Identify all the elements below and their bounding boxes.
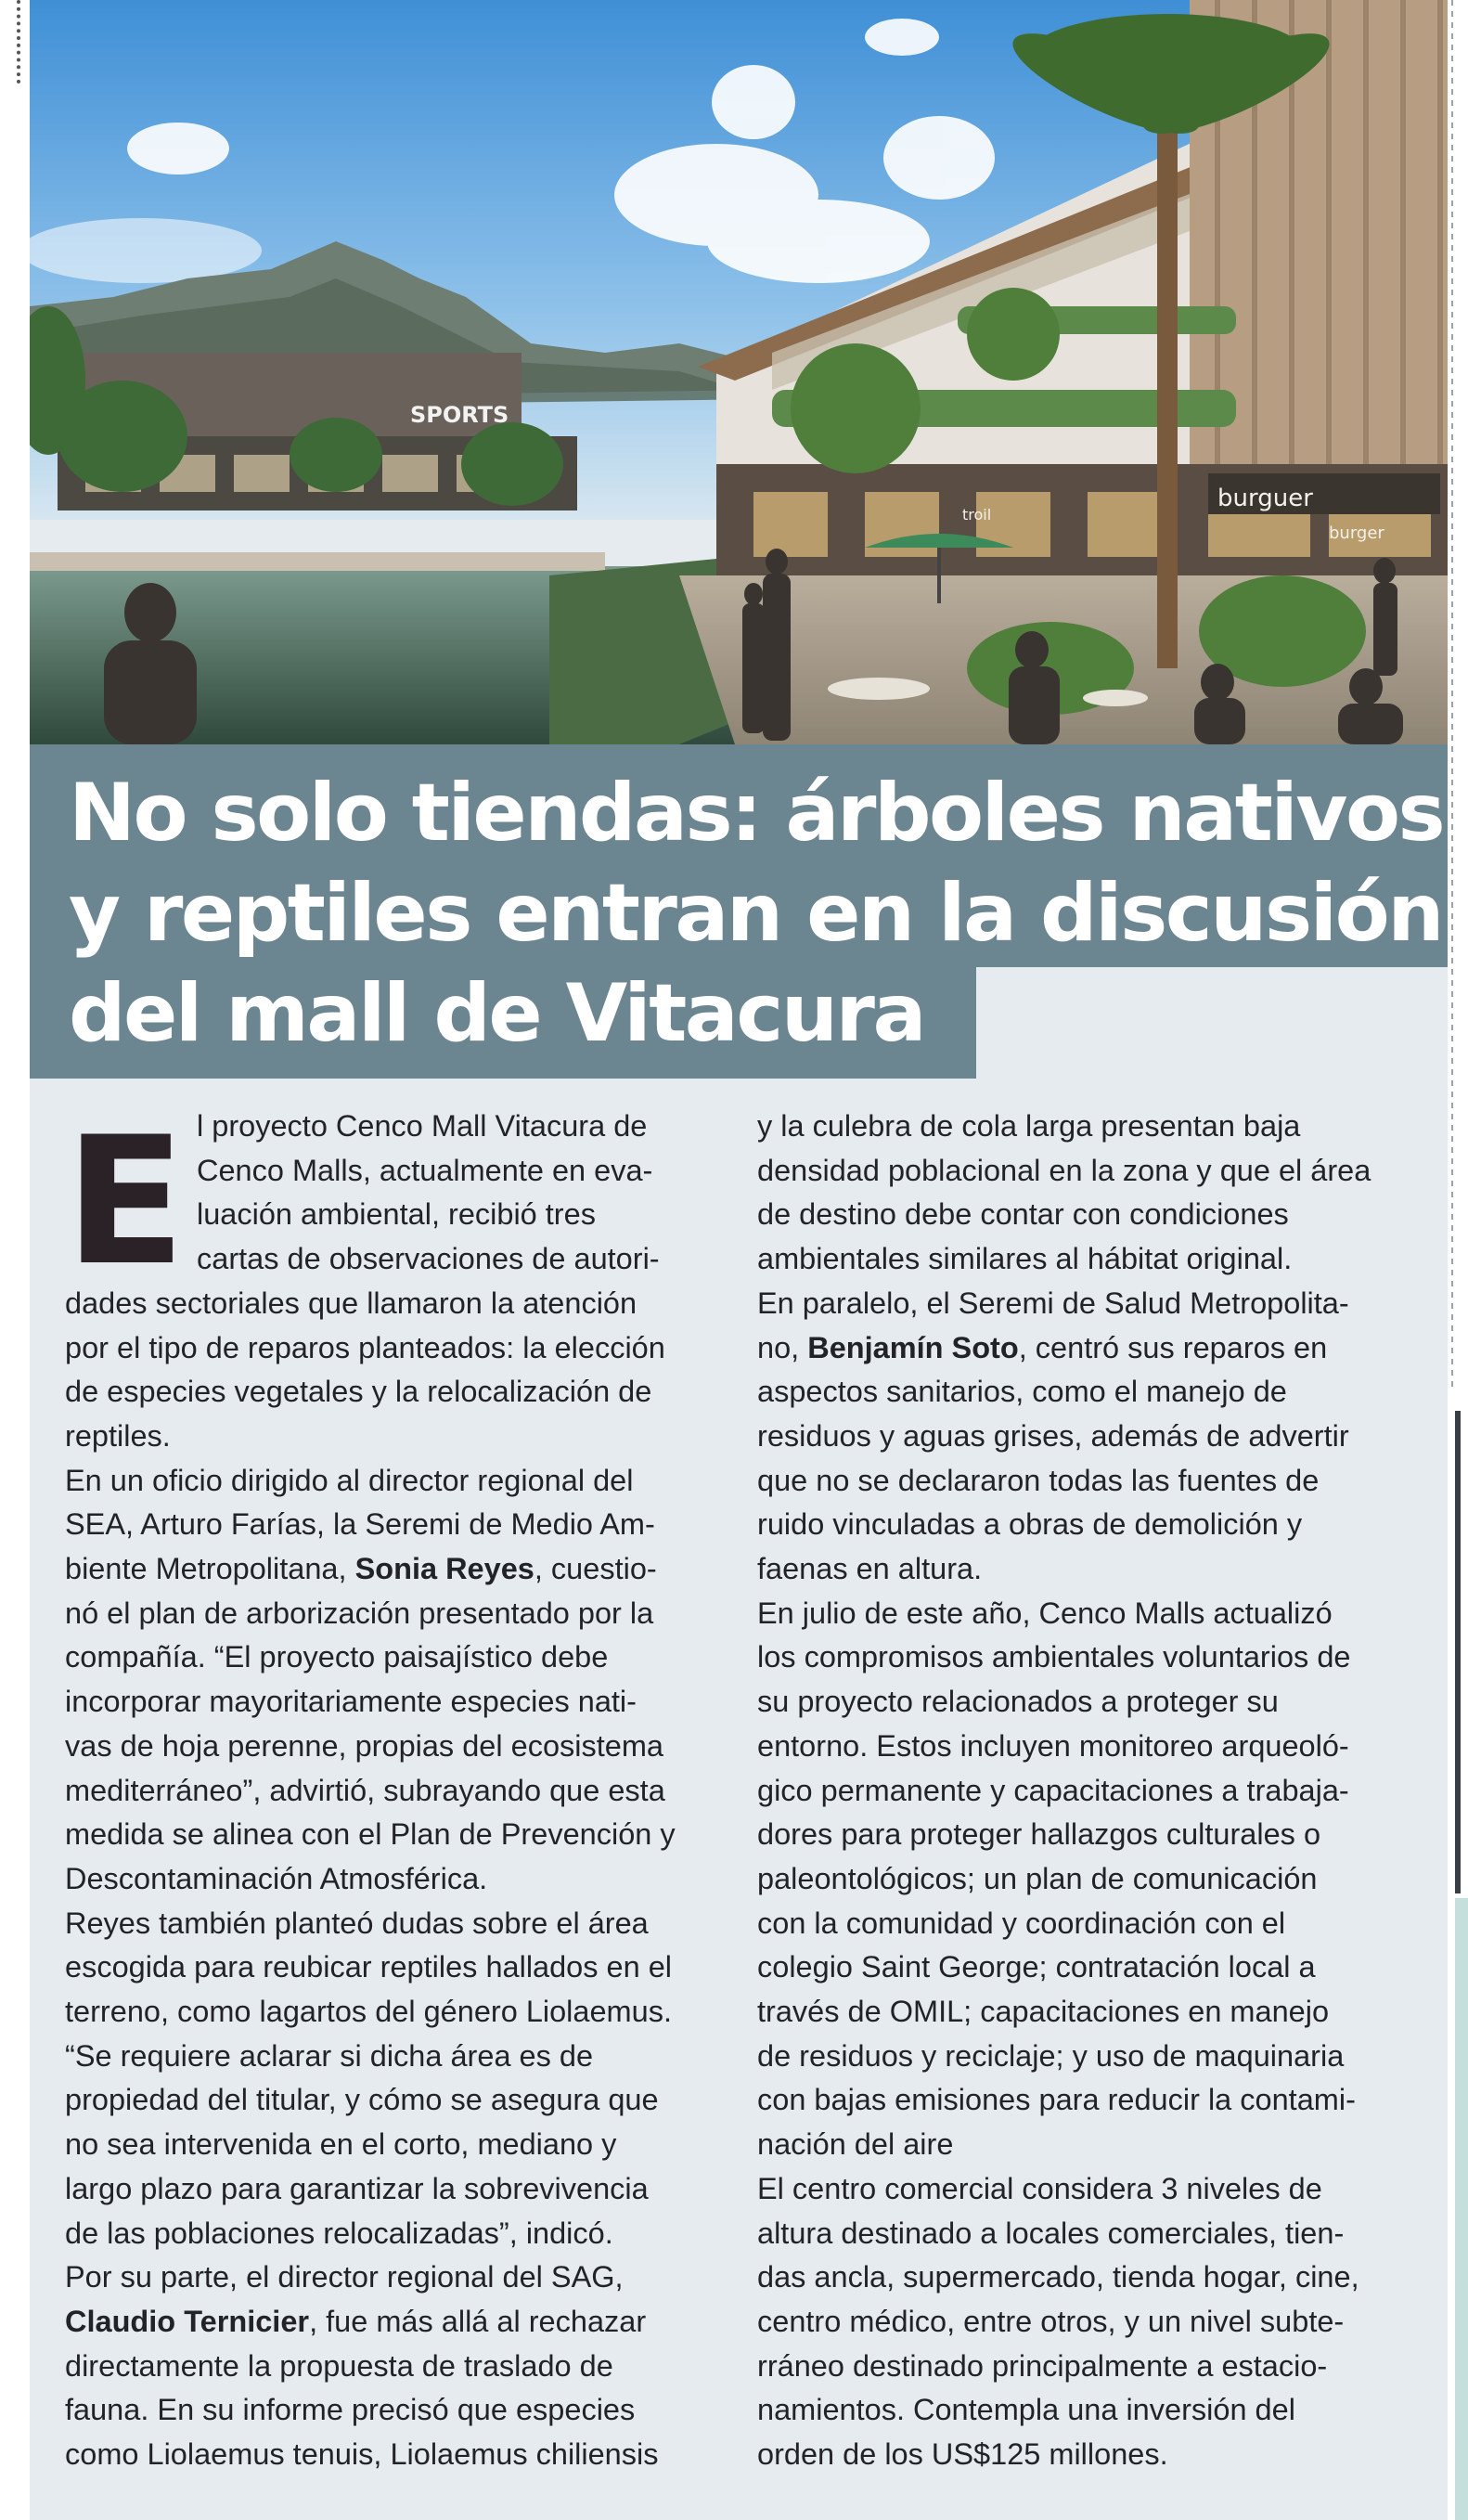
text-run: cartas de observaciones de autori- <box>197 1242 660 1276</box>
drop-cap: E <box>65 1099 182 1304</box>
text-run: nó el plan de arborización presentado por la <box>65 1596 654 1630</box>
person-name: Benjamín Soto <box>807 1330 1019 1364</box>
text-run: de especies vegetales y la relocalización de <box>65 1375 652 1409</box>
text-run: través de OMIL; capacitaciones en manejo <box>757 1995 1330 2029</box>
text-run: incorporar mayoritariamente especies nati- <box>65 1685 637 1719</box>
text-line <box>65 1769 726 1814</box>
text-run: de destino debe contar con condiciones <box>757 1197 1289 1232</box>
page-edge-stripe <box>1451 0 1453 1392</box>
text-line <box>757 2078 1418 2123</box>
text-run: que no se declararon todas las fuentes de <box>757 1463 1320 1497</box>
text-run: orden de los US$125 millones. <box>757 2437 1168 2472</box>
page-edge-dots <box>17 0 20 84</box>
text-run: ambientales similares al hábitat original. <box>757 1242 1293 1276</box>
text-line <box>757 1635 1418 1680</box>
text-run: , cuestio- <box>534 1552 657 1586</box>
text-line <box>65 2300 726 2345</box>
text-run: como Liolaemus tenuis, Liolaemus chiliensis <box>65 2437 659 2472</box>
text-line <box>65 1105 726 1149</box>
headline-box <box>30 744 1448 1079</box>
text-run: directamente la propuesta de traslado de <box>65 2348 613 2383</box>
text-run: y la culebra de cola larga presentan baja <box>757 1109 1301 1143</box>
text-run: “Se requiere aclarar si dicha área es de <box>65 2038 594 2073</box>
text-run: paleontológicos; un plan de comunicación <box>757 1861 1318 1895</box>
text-run: faenas en altura. <box>757 1552 983 1586</box>
text-line <box>757 1857 1418 1902</box>
text-run: , centró sus reparos en <box>1018 1330 1328 1364</box>
text-line <box>757 2035 1418 2079</box>
text-run: dores para proteger hallazgos culturales o <box>757 1817 1321 1852</box>
text-line <box>757 2300 1418 2345</box>
text-line <box>757 1415 1418 1459</box>
article-column-left <box>65 1099 726 2477</box>
article-column-right <box>757 1105 1418 2477</box>
text-line <box>757 2345 1418 2389</box>
text-line <box>757 1282 1418 1326</box>
text-run: centro médico, entre otros, y un nivel subte- <box>757 2304 1345 2338</box>
text-line <box>757 1680 1418 1725</box>
paragraph <box>65 2255 726 2477</box>
sports-sign: SPORTS <box>410 402 509 428</box>
text-run: fauna. En su informe precisó que especies <box>65 2393 636 2427</box>
text-run: no, <box>757 1330 808 1364</box>
paragraph <box>65 1099 726 1459</box>
text-line <box>757 2167 1418 2212</box>
text-run: los compromisos ambientales voluntarios de <box>757 1640 1351 1674</box>
text-line <box>757 2212 1418 2256</box>
text-line <box>757 2255 1418 2300</box>
text-line <box>757 1193 1418 1237</box>
text-run: escogida para reubicar reptiles hallados en el <box>65 1950 673 1984</box>
paragraph <box>65 1459 726 1902</box>
text-line <box>757 1149 1418 1194</box>
text-run: SEA, Arturo Farías, la Seremi de Medio Am- <box>65 1507 655 1542</box>
paragraph <box>757 1105 1418 1282</box>
text-line <box>65 1547 726 1592</box>
text-line <box>65 1725 726 1769</box>
text-line <box>65 1857 726 1902</box>
person-name: Sonia Reyes <box>354 1552 534 1586</box>
text-run: luación ambiental, recibió tres <box>197 1197 596 1232</box>
text-run: gico permanente y capacitaciones a trabaja- <box>757 1773 1349 1807</box>
text-run: En un oficio dirigido al director regional del <box>65 1463 634 1497</box>
text-run: residuos y aguas grises, además de advertir <box>757 1418 1349 1453</box>
text-run: entorno. Estos incluyen monitoreo arqueoló- <box>757 1728 1349 1763</box>
page-edge-tab <box>1455 1898 1468 2520</box>
text-line <box>757 1547 1418 1592</box>
text-line <box>65 2345 726 2389</box>
text-run: ruido vinculadas a obras de demolición y <box>757 1507 1303 1542</box>
text-line <box>65 2212 726 2256</box>
text-line <box>65 1503 726 1547</box>
text-run: dades sectoriales que llamaron la atención <box>65 1286 637 1320</box>
text-line <box>757 1370 1418 1415</box>
text-line <box>757 2388 1418 2433</box>
burguer-sign: burguer <box>1217 485 1313 512</box>
text-line <box>65 1680 726 1725</box>
text-run: reptiles. <box>65 1418 171 1453</box>
text-run: largo plazo para garantizar la sobrevivencia <box>65 2171 649 2205</box>
headline-line: No solo tiendas: árboles nativos <box>69 767 1444 859</box>
text-line <box>65 1149 726 1194</box>
text-line <box>757 1459 1418 1504</box>
text-line <box>65 2035 726 2079</box>
hero-image <box>30 0 1448 744</box>
text-line <box>65 1945 726 1990</box>
text-run: densidad poblacional en la zona y que el área <box>757 1153 1371 1187</box>
text-run: nación del aire <box>757 2127 954 2162</box>
troil-sign: troil <box>962 506 992 523</box>
text-run: de las poblaciones relocalizadas”, indicó. <box>65 2216 613 2250</box>
text-run: Cenco Malls, actualmente en eva- <box>197 1153 653 1187</box>
text-run: El centro comercial considera 3 niveles de <box>757 2171 1322 2205</box>
paragraph <box>757 1592 1418 2167</box>
text-run: con la comunidad y coordinación con el <box>757 1906 1286 1940</box>
mall-rendering-illustration <box>30 0 1448 744</box>
page-edge-bar <box>1455 1411 1461 1893</box>
text-run: con bajas emisiones para reducir la contami- <box>757 2083 1356 2117</box>
text-run: terreno, como lagartos del género Liolaemus. <box>65 1995 672 2029</box>
text-run: rráneo destinado principalmente a estacio- <box>757 2348 1328 2383</box>
text-run: Reyes también planteó dudas sobre el área <box>65 1906 649 1940</box>
text-line <box>65 2433 726 2477</box>
text-run: vas de hoja perenne, propias del ecosistema <box>65 1728 663 1763</box>
paragraph <box>757 1282 1418 1592</box>
text-run: biente Metropolitana, <box>65 1552 355 1586</box>
text-run: En julio de este año, Cenco Malls actualizó <box>757 1596 1333 1630</box>
text-run: no sea intervenida en el corto, mediano y <box>65 2127 617 2162</box>
text-line <box>757 1902 1418 1946</box>
text-run: namientos. Contempla una inversión del <box>757 2393 1295 2427</box>
text-line <box>757 1326 1418 1371</box>
paragraph <box>65 1902 726 2256</box>
text-line <box>757 1105 1418 1149</box>
text-run: altura destinado a locales comerciales, tien- <box>757 2216 1345 2250</box>
text-line <box>65 1326 726 1371</box>
headline <box>69 763 1444 1064</box>
text-run: Descontaminación Atmosférica. <box>65 1861 488 1895</box>
text-line <box>65 2167 726 2212</box>
text-line <box>65 1415 726 1459</box>
text-line <box>65 2078 726 2123</box>
text-run: Por su parte, el director regional del SAG, <box>65 2260 624 2294</box>
text-line <box>757 1237 1418 1282</box>
text-line <box>757 1945 1418 1990</box>
text-run: mediterráneo”, advirtió, subrayando que esta <box>65 1773 665 1807</box>
text-line <box>757 2433 1418 2477</box>
text-run: aspectos sanitarios, como el manejo de <box>757 1375 1287 1409</box>
text-line <box>757 1813 1418 1857</box>
text-line <box>65 2388 726 2433</box>
text-line <box>65 2255 726 2300</box>
text-line <box>65 1459 726 1504</box>
text-run: , fue más allá al rechazar <box>309 2304 647 2338</box>
text-line <box>757 1769 1418 1814</box>
text-line <box>757 2123 1418 2167</box>
text-run: colegio Saint George; contratación local a <box>757 1950 1316 1984</box>
text-line <box>65 1990 726 2035</box>
text-run: propiedad del titular, y cómo se asegura que <box>65 2083 659 2117</box>
text-run: l proyecto Cenco Mall Vitacura de <box>197 1109 648 1143</box>
text-line <box>757 1990 1418 2035</box>
person-name: Claudio Ternicier <box>65 2304 310 2338</box>
text-run: su proyecto relacionados a proteger su <box>757 1685 1279 1719</box>
text-run: das ancla, supermercado, tienda hogar, cine, <box>757 2260 1359 2294</box>
palm-trunk <box>1157 74 1178 668</box>
headline-line: y reptiles entran en la discusión <box>69 867 1442 960</box>
text-line <box>65 1237 726 1282</box>
text-run: compañía. “El proyecto paisajístico debe <box>65 1640 609 1674</box>
text-line <box>65 1193 726 1237</box>
text-line <box>65 1282 726 1326</box>
paragraph <box>757 2167 1418 2477</box>
text-line <box>757 1503 1418 1547</box>
text-line <box>65 2123 726 2167</box>
text-run: medida se alinea con el Plan de Prevención y <box>65 1817 676 1852</box>
text-run: de residuos y reciclaje; y uso de maquinaria <box>757 2038 1345 2073</box>
text-line <box>65 1592 726 1636</box>
headline-line: del mall de Vitacura <box>69 967 924 1060</box>
text-line <box>757 1725 1418 1769</box>
text-run: En paralelo, el Seremi de Salud Metropolita- <box>757 1286 1349 1320</box>
text-line <box>65 1370 726 1415</box>
text-line <box>65 1813 726 1857</box>
text-line <box>65 1902 726 1946</box>
burger-sub-sign: burger <box>1329 523 1384 543</box>
text-line <box>65 1635 726 1680</box>
text-line <box>757 1592 1418 1636</box>
text-run: por el tipo de reparos planteados: la elección <box>65 1330 665 1364</box>
